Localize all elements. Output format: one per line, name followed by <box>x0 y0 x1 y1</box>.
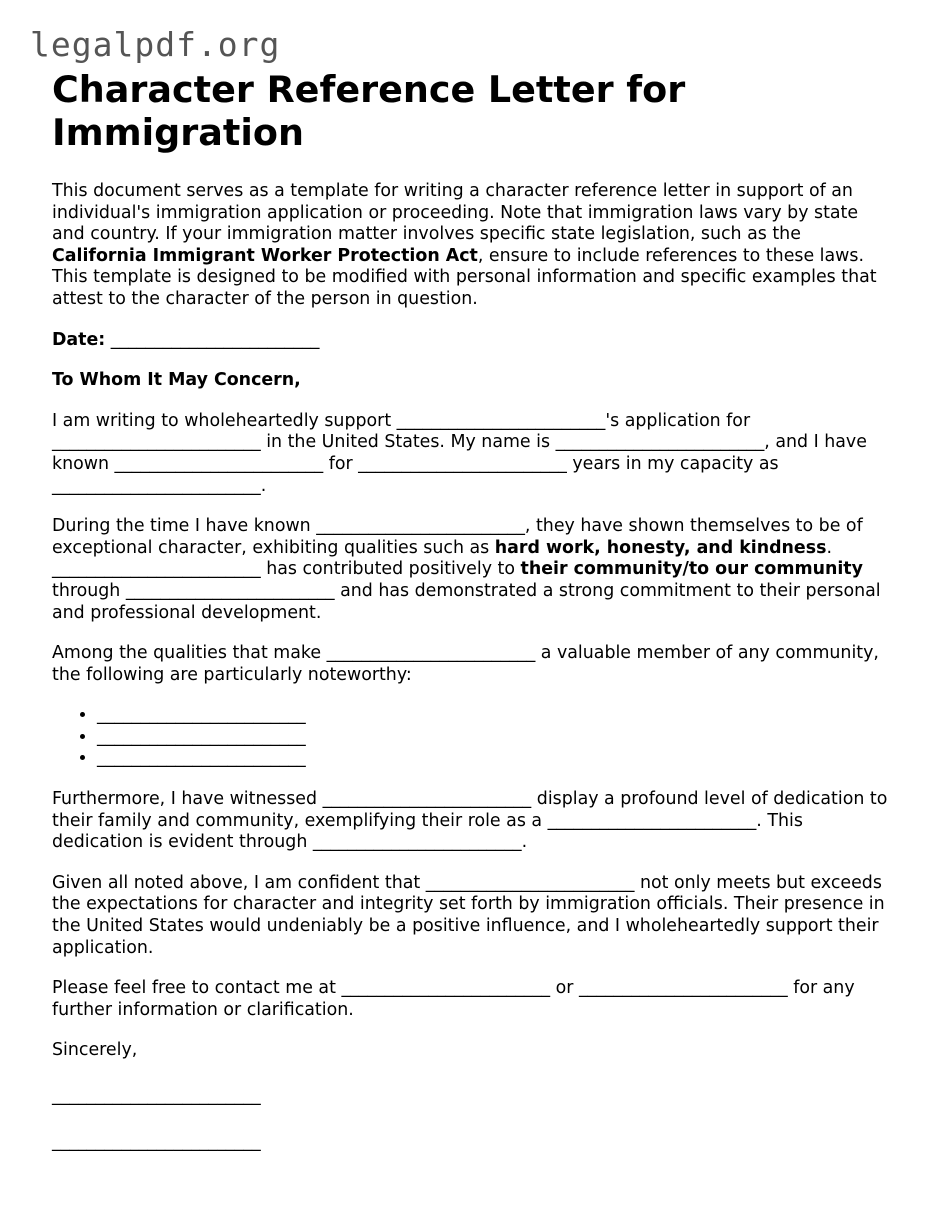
date-line: Date: ________________________ <box>52 329 320 350</box>
known-person-blank: ________________________ <box>114 453 324 474</box>
paragraph-qualities: Among the qualities that make ________________________ a valuable member of any community, the following are particularly noteworthy: <box>52 643 879 685</box>
salutation: To Whom It May Concern, <box>52 370 301 391</box>
list-item: • ________________________ <box>97 748 892 770</box>
watermark: legalpdf.org <box>30 25 281 64</box>
paragraph-contact: Please feel free to contact me at ________________________ or ________________________ for any further information or clarification. <box>52 978 855 1020</box>
date-blank: ________________________ <box>110 329 320 350</box>
paragraph-character: During the time I have known ________________________, they have shown themselves to be of exceptional character, exhibiting qualities such as hard work, honesty, and kindness. ________________________ has contributed positively to their community/to our community through ________________________ and has demonstrated a strong commitment to their personal and professional development. <box>52 516 881 623</box>
closing: Sincerely, <box>52 1040 138 1061</box>
signature-line: ________________________ <box>52 1086 261 1106</box>
years-known-blank: ________________________ <box>358 453 567 474</box>
document-page <box>52 68 892 1153</box>
writer-name-blank: ________________________ <box>555 432 765 453</box>
document-title: Character Reference Letter for Immigration <box>52 68 686 154</box>
qualities-list <box>52 705 892 770</box>
intro-paragraph: This document serves as a template for writing a character reference letter in support of an individual's immigration application or proceeding. Note that immigration laws vary by state and country. If your immigration matter involves specific state legislation, such as the California Immigrant Worker Protection Act, ensure to include references to these laws. This template is designed to be modified with personal information and specific examples that attest to the character of the person in question. <box>52 181 877 309</box>
list-item: • ________________________ <box>97 727 892 749</box>
contribution-blank: ________________________ <box>125 580 335 601</box>
witnessed-name-blank: ________________________ <box>322 789 532 810</box>
paragraph-confidence: Given all noted above, I am confident that ________________________ not only meets but exceeds the expectations for character and integrity set forth by immigration officials. Their presence in the United States would undeniably be a positive influence, and I wholeheartedly support their application. <box>52 872 885 958</box>
evidence-blank: ________________________ <box>312 832 522 853</box>
contact-phone-blank: ________________________ <box>341 978 551 999</box>
contributor-name-blank: ________________________ <box>52 559 261 580</box>
confident-name-blank: ________________________ <box>425 872 635 893</box>
role-blank: ________________________ <box>547 810 757 831</box>
qualities-name-blank: ________________________ <box>326 643 536 664</box>
known-name-blank: ________________________ <box>316 516 525 537</box>
printed-name-line: ________________________ <box>52 1131 261 1152</box>
paragraph-support: I am writing to wholeheartedly support ________________________'s application for ________________________ in the United States. My name is ________________________, and I have known ________________________ for ________________________ years in my capacity as ________________________. <box>52 410 867 496</box>
applicant-name-blank: ________________________ <box>396 410 606 431</box>
list-item: • ________________________ <box>97 705 892 727</box>
application-type-blank: ________________________ <box>52 432 261 453</box>
paragraph-dedication: Furthermore, I have witnessed ________________________ display a profound level of dedication to their family and community, exemplifying their role as a ________________________. This dedication is evident through ________________________. <box>52 789 888 853</box>
capacity-blank: ________________________ <box>52 475 261 496</box>
contact-email-blank: ________________________ <box>578 978 788 999</box>
